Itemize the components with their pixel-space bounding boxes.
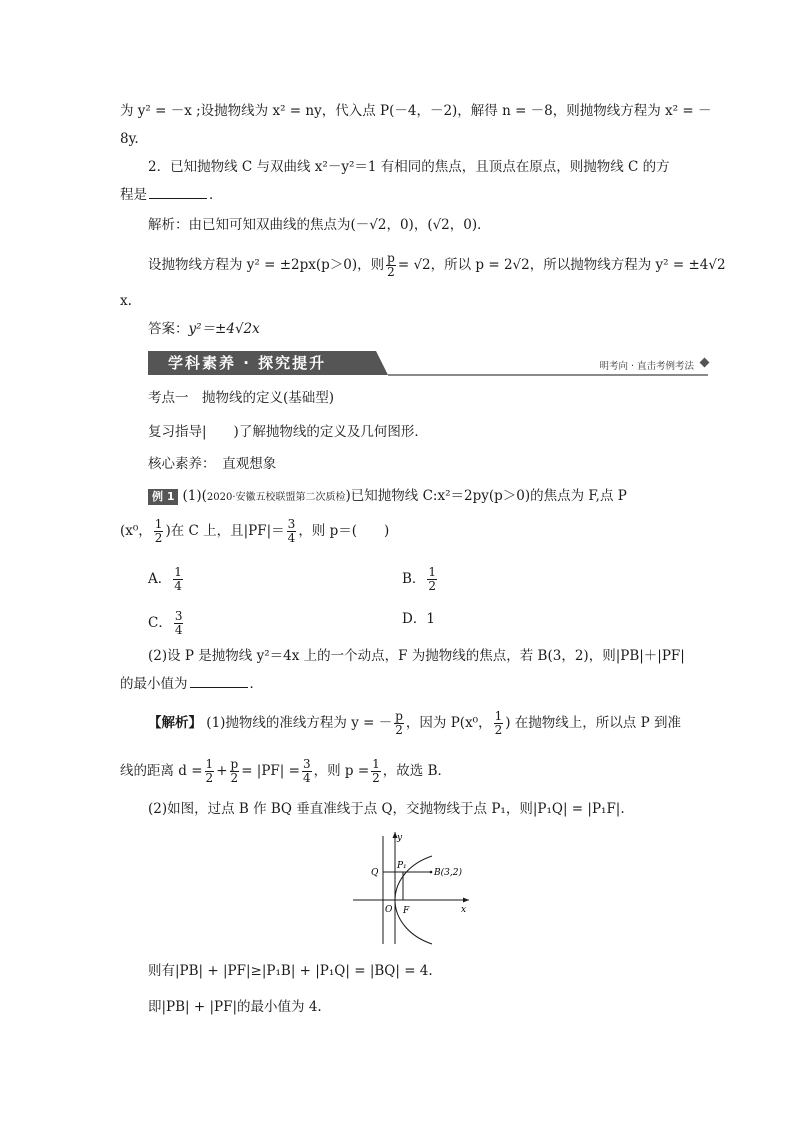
solution-1-cont: 线的距离 d = $\frac{1}{2}$ + $\frac{p}{2}$ = |PF| = $\frac{3}{4}$ ，则 p = $\frac{1}{2}$ ，故选 B．	[120, 757, 451, 785]
core-literacy: 核心素养： 直观想象	[148, 456, 277, 472]
banner-title: 学科素养 · 探究提升	[168, 354, 327, 372]
solution-3: 则有|PB| + |PF|≥|P₁B| + |P₁Q| = |BQ| = 4.	[148, 963, 433, 979]
text-line: 为 y² = －x ;设抛物线为 x² = ny，代入点 P(－4，－2)，解得 n = －8，则抛物线方程为 x² = －	[120, 103, 712, 119]
label-y: y	[397, 833, 403, 843]
diamond-icon	[700, 358, 710, 368]
parabola-figure	[345, 828, 505, 948]
label-o: O	[385, 905, 393, 915]
label-f: F	[403, 906, 410, 916]
fraction: $\frac{3}{4}$	[287, 517, 296, 545]
answer-text: y²＝±4√2x	[188, 321, 260, 337]
banner-rule	[388, 374, 708, 376]
analysis-text: 由已知可知双曲线的焦点为(－√2，0)，(√2，0)．	[188, 217, 491, 233]
example-1-part-2-end: 的最小值为 ．	[120, 676, 263, 692]
solution-end: x.	[120, 293, 132, 309]
solution-2: (2)如图，过点 B 作 BQ 垂直准线于点 Q，交抛物线于点 P₁，则|P₁Q| = |P₁F|.	[148, 801, 625, 817]
option-a: A． $\frac{1}{4}$	[148, 565, 182, 593]
label-b: B(3,2)	[434, 868, 462, 878]
text-line: 8y.	[120, 131, 139, 147]
example-1-part-2: (2)设 P 是抛物线 y²＝4x 上的一个动点，F 为抛物线的焦点，若 B(3，2)，则|PB|＋|PF|	[148, 648, 685, 664]
answer-blank	[149, 186, 207, 199]
point-b	[430, 871, 433, 874]
question-2-stem: 2．已知抛物线 C 与双曲线 x²－y²＝1 有相同的焦点，且顶点在原点，则抛物线 C 的方	[148, 159, 670, 175]
example-badge: 例 1	[148, 489, 178, 505]
answer-line	[148, 320, 260, 338]
label-p1: P₁	[397, 861, 407, 871]
option-c: C． $\frac{3}{4}$	[148, 609, 183, 637]
solution-4: 即|PB| + |PF|的最小值为 4.	[148, 999, 322, 1015]
solution-text: = √2，所以 p = 2√2，所以抛物线方程为 y² = ±4√2	[397, 257, 726, 273]
solution-line	[148, 252, 726, 279]
option-d: D．1	[402, 611, 435, 627]
example-1-stem: 例 1 (1)(2020·安徽五校联盟第二次质检)已知抛物线 C:x²＝2py(p＞0)的焦点为 F,点 P	[148, 487, 627, 507]
solution-1: 【解析】 (1)抛物线的准线方程为 y = － $\frac{p}{2}$ ，因为 P(x⁰， $\frac{1}{2}$ ) 在抛物线上，所以点 P 到准	[148, 709, 681, 737]
example-1-stem-2: (x⁰， $\frac{1}{2}$ )在 C 上，且|PF|＝ $\frac{3}{4}$ ，则 p＝( )	[120, 517, 390, 545]
kaodian-title: 考点一 抛物线的定义(基础型)	[148, 390, 335, 406]
stem-punct: ．	[209, 187, 223, 203]
source-note: 2020·安徽五校联盟第二次质检	[206, 492, 346, 503]
solution-text: 设抛物线方程为 y² = ±2px(p＞0)，则	[148, 257, 385, 273]
label-x: x	[461, 905, 467, 915]
analysis-label: 解析：	[148, 217, 189, 233]
answer-blank	[190, 675, 248, 688]
solution-label: 【解析】	[148, 715, 202, 731]
stem-text: 程是	[120, 187, 147, 203]
answer-label: 答案：	[148, 321, 189, 337]
label-q: Q	[371, 868, 379, 878]
review-guide: 复习指导| )了解抛物线的定义及几何图形．	[148, 424, 428, 440]
option-b: B． $\frac{1}{2}$	[402, 565, 437, 593]
banner-subtitle: 明考向 · 直击考例考法	[599, 361, 694, 372]
fraction: $\frac{p}{2}$	[387, 251, 395, 279]
x-axis-arrow	[463, 898, 469, 903]
section-banner	[148, 349, 708, 377]
fraction: $\frac{1}{2}$	[154, 517, 163, 545]
question-2-stem-end	[120, 186, 223, 204]
analysis-line	[148, 216, 491, 234]
